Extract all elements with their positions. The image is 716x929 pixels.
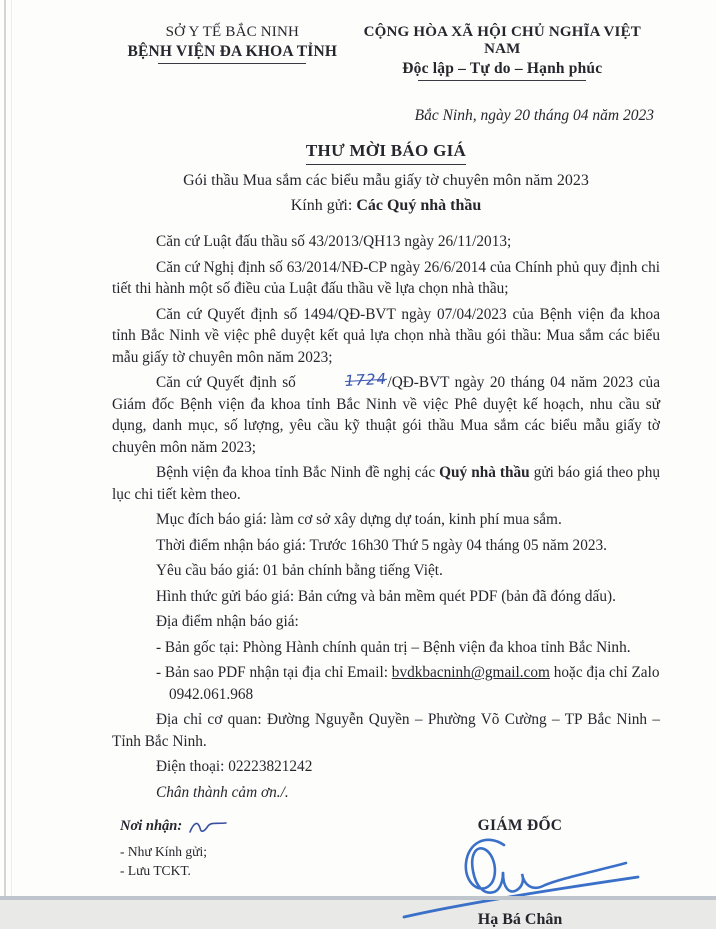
text-segment: Căn cứ Nghị định số 63/2014/NĐ-CP ngày 26/6/2014 của Chính phủ quy định chi tiết thi hành một số điều của Luật đấu thầu về lựa chọn nhà thầu;	[112, 258, 660, 298]
paragraph	[112, 462, 660, 505]
document-title: THƯ MỜI BÁO GIÁ	[306, 141, 466, 165]
text-segment: Chân thành cảm ơn./.	[156, 783, 289, 801]
document-body	[112, 231, 660, 803]
paragraph	[112, 372, 660, 458]
issuer-underline	[158, 63, 306, 64]
text-segment: Bệnh viện đa khoa tỉnh Bắc Ninh đề nghị các	[156, 464, 440, 482]
document-subtitle: Gói thầu Mua sắm các biểu mẫu giấy tờ chuyên môn năm 2023	[183, 172, 589, 190]
national-title: CỘNG HÒA XÃ HỘI CHỦ NGHĨA VIỆT NAM	[363, 24, 642, 57]
recipients-block	[120, 817, 228, 929]
issuer-block	[120, 24, 345, 64]
recipient-item: - Như Kính gửi;	[120, 844, 208, 860]
text-segment: Căn cứ Quyết định số	[156, 374, 302, 392]
document-header	[112, 24, 660, 81]
issuer-org: BỆNH VIỆN ĐA KHOA TỈNH	[127, 43, 338, 60]
text-segment: Yêu cầu báo giá: 01 bản chính bằng tiếng Việt.	[156, 562, 443, 580]
text-segment: Điện thoại: 02223821242	[156, 758, 313, 776]
paragraph	[112, 304, 660, 369]
paragraph	[112, 709, 660, 752]
text-segment: - Bản sao PDF nhận tại địa chỉ Email:	[156, 664, 392, 682]
salutation-recipient: Các Quý nhà thầu	[356, 197, 482, 215]
paragraph	[112, 231, 660, 253]
text-segment: Quý nhà thầu	[439, 464, 530, 482]
salutation-prefix: Kính gửi:	[290, 197, 357, 215]
paragraph	[112, 611, 660, 633]
paragraph	[112, 586, 660, 608]
text-segment: Địa chỉ cơ quan: Đường Nguyễn Quyền – Phường Võ Cường – TP Bắc Ninh – Tỉnh Bắc Ninh.	[112, 711, 660, 750]
salutation-line	[112, 197, 660, 215]
paragraph	[112, 257, 660, 300]
text-segment: - Bản gốc tại: Phòng Hành chính quản trị – Bệnh viện đa khoa tỉnh Bắc Ninh.	[156, 638, 631, 656]
recipients-list	[120, 842, 228, 880]
place-date-line: Bắc Ninh, ngày 20 tháng 04 năm 2023	[414, 107, 654, 125]
signature-block	[370, 817, 670, 929]
paragraph	[112, 756, 660, 778]
text-segment: Hình thức gửi báo giá: Bản cứng và bản mềm quét PDF (bản đã đóng dấu).	[156, 587, 616, 605]
handwritten-initials-mark	[188, 819, 228, 842]
signature-icon	[386, 833, 656, 925]
paragraph	[112, 782, 660, 804]
paragraph	[112, 535, 660, 557]
text-segment: hoặc địa chỉ Zalo 0942.061.968	[169, 664, 660, 703]
scan-bottom-edge	[0, 896, 716, 900]
paragraph	[112, 560, 660, 582]
text-segment: gửi báo giá theo phụ lục chi tiết kèm theo.	[112, 464, 661, 503]
document-footer	[112, 817, 660, 929]
handwritten-decision-number: 1724	[344, 370, 388, 391]
issuer-parent-org: SỞ Y TẾ BẮC NINH	[165, 24, 300, 40]
paragraph	[112, 509, 660, 531]
signer-title: GIÁM ĐỐC	[477, 817, 563, 835]
text-segment: Mục đích báo giá: làm cơ sở xây dựng dự toán, kinh phí mua sắm.	[156, 511, 562, 529]
motto-underline	[418, 80, 586, 81]
national-motto: Độc lập – Tự do – Hạnh phúc	[402, 60, 603, 77]
paragraph	[156, 637, 660, 659]
paragraph	[156, 662, 660, 705]
text-segment: Thời điểm nhận báo giá: Trước 16h30 Thứ 5 ngày 04 tháng 05 năm 2023.	[156, 536, 607, 554]
text-segment: Căn cứ Quyết định số 1494/QĐ-BVT ngày 07/04/2023 của Bệnh viện đa khoa tỉnh Bắc Ninh về việc phê duyệt kết quả lựa chọn nhà thầu gói thầu: Mua sắm các biểu mẫu giấy tờ chuyên môn năm 2023;	[112, 305, 660, 366]
text-segment: Căn cứ Luật đấu thầu số 43/2013/QH13 ngày 26/11/2013;	[156, 233, 512, 251]
recipients-label: Nơi nhận:	[120, 818, 183, 835]
text-segment: bvdkbacninh@gmail.com	[391, 664, 550, 682]
text-segment: Địa điểm nhận báo giá:	[156, 613, 299, 631]
signer-name: Hạ Bá Chân	[477, 911, 563, 929]
text-segment: /QĐ-BVT ngày 20 tháng 04 năm 2023 của Giám đốc Bệnh viện đa khoa tỉnh Bắc Ninh về việc Phê duyệt kế hoạch, nhu cầu sử dụng, danh mục, số lượng, yêu cầu kỹ thuật gói thầu Mua sắm các biểu mẫu giấy tờ chuyên môn năm 2023;	[112, 374, 660, 456]
recipient-item: - Lưu TCKT.	[120, 863, 191, 879]
national-header-block	[345, 24, 660, 81]
